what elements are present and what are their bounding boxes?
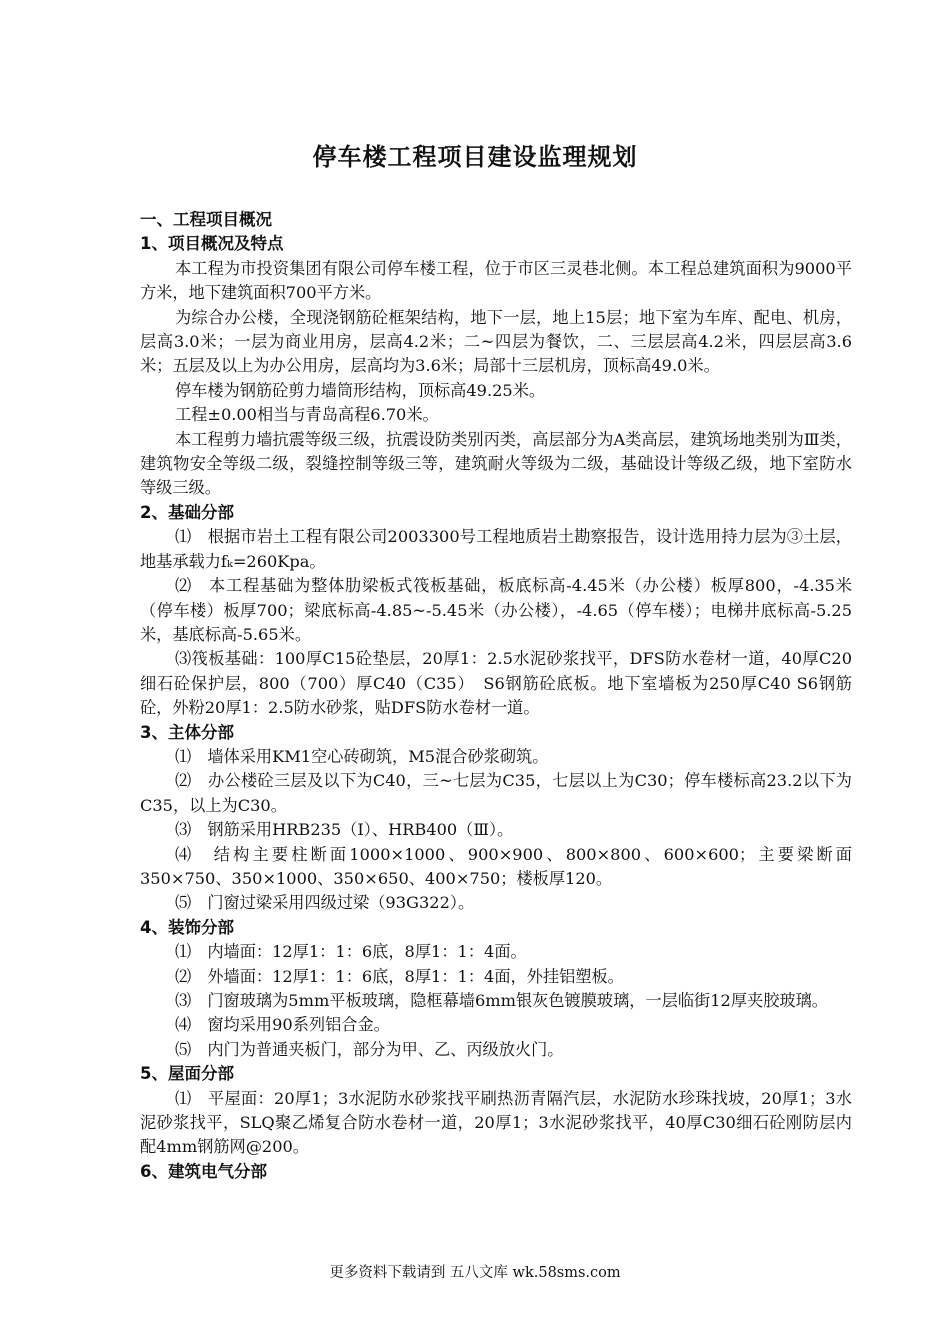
body-paragraph: ⑸ 内门为普通夹板门，部分为甲、乙、丙级放火门。 — [175, 1039, 564, 1059]
body-paragraph: ⑴ 内墙面：12厚1：1：6底，8厚1：1：4面。 — [175, 942, 527, 962]
body-paragraph: 停车楼为钢筋砼剪力墙筒形结构，顶标高49.25米。 — [175, 380, 546, 400]
footer-download-note: 更多资料下载请到 五八文库 wk.58sms.com — [329, 1265, 621, 1281]
document-body — [140, 208, 852, 1184]
body-paragraph: ⑵ 本工程基础为整体肋梁板式筏板基础，板底标高-4.45米（办公楼）板厚800，-4.35米（停车楼）板厚700；梁底标高-4.85~-5.45米（办公楼），-4.65（停车楼）；电梯井底标高-5.25米，基底标高-5.65米。 — [140, 576, 852, 644]
body-paragraph: ⑵ 办公楼砼三层及以下为C40，三~七层为C35，七层以上为C30；停车楼标高23.2以下为C35，以上为C30。 — [140, 771, 852, 815]
body-paragraph: 本工程为市投资集团有限公司停车楼工程，位于市区三灵巷北侧。本工程总建筑面积为9000平方米，地下建筑面积700平方米。 — [140, 258, 852, 303]
body-paragraph: 为综合办公楼，全现浇钢筋砼框架结构，地下一层，地上15层；地下室为车库、配电、机房，层高3.0米；一层为商业用房，层高4.2米；二~四层为餐饮，二、三层层高4.2米，四层层高3.6米；五层及以上为办公用房，层高均为3.6米；局部十三层机房，顶标高49.0米。 — [140, 307, 852, 376]
body-paragraph: ⑷ 窗均采用90系列铝合金。 — [175, 1015, 390, 1035]
body-paragraph: 工程±0.00相当与青岛高程6.70米。 — [175, 405, 439, 425]
body-paragraph: ⑴ 根据市岩土工程有限公司2003300号工程地质岩土勘察报告，设计选用持力层为③土层，地基承载力fₖ=260Kpa。 — [140, 527, 852, 571]
section-heading: 3、主体分部 — [140, 722, 234, 742]
section-heading: 一、工程项目概况 — [140, 210, 272, 229]
body-paragraph: ⑴ 平屋面：20厚1；3水泥防水砂浆找平刷热沥青隔汽层，水泥防水珍珠找坡，20厚1；3水泥砂浆找平，SLQ聚乙烯复合防水卷材一道，20厚1；3水泥砂浆找平，40厚C30细石砼刚防层内配4mm钢筋网@200。 — [140, 1088, 852, 1157]
section-heading: 6、建筑电气分部 — [140, 1161, 267, 1181]
body-paragraph: ⑴ 墙体采用KM1空心砖砌筑，M5混合砂浆砌筑。 — [175, 746, 549, 766]
body-paragraph: ⑶筏板基础：100厚C15砼垫层，20厚1：2.5水泥砂浆找平，DFS防水卷材一道，40厚C20细石砼保护层，800（700）厚C40（C35） S6钢筋砼底板。地下室墙板为250厚C40 S6钢筋砼，外粉20厚1：2.5防水砂浆，贴DFS防水卷材一道。 — [140, 649, 852, 718]
body-paragraph: ⑶ 门窗玻璃为5mm平板玻璃，隐框幕墙6mm银灰色镀膜玻璃，一层临街12厚夹胶玻璃。 — [175, 991, 828, 1010]
body-paragraph: ⑶ 钢筋采用HRB235（Ⅰ）、HRB400（Ⅲ）。 — [175, 820, 514, 840]
body-paragraph: ⑵ 外墙面：12厚1：1：6底，8厚1：1：4面，外挂铝塑板。 — [175, 966, 624, 986]
document-title: 停车楼工程项目建设监理规划 — [312, 143, 638, 171]
body-paragraph: ⑸ 门窗过梁采用四级过梁（93G322）。 — [175, 893, 475, 913]
section-heading: 1、项目概况及特点 — [140, 234, 284, 254]
section-heading: 2、基础分部 — [140, 502, 234, 522]
body-paragraph: ⑷ 结构主要柱断面1000×1000、900×900、800×800、600×600；主要梁断面350×750、350×1000、350×650、400×750；楼板厚120。 — [140, 844, 852, 888]
section-heading: 5、屋面分部 — [140, 1064, 234, 1084]
section-heading: 4、装饰分部 — [140, 917, 234, 937]
body-paragraph: 本工程剪力墙抗震等级三级，抗震设防类别丙类，高层部分为A类高层，建筑场地类别为Ⅲ类，建筑物安全等级二级，裂缝控制等级三等，建筑耐火等级为二级，基础设计等级乙级，地下室防水等级三级。 — [140, 429, 852, 498]
